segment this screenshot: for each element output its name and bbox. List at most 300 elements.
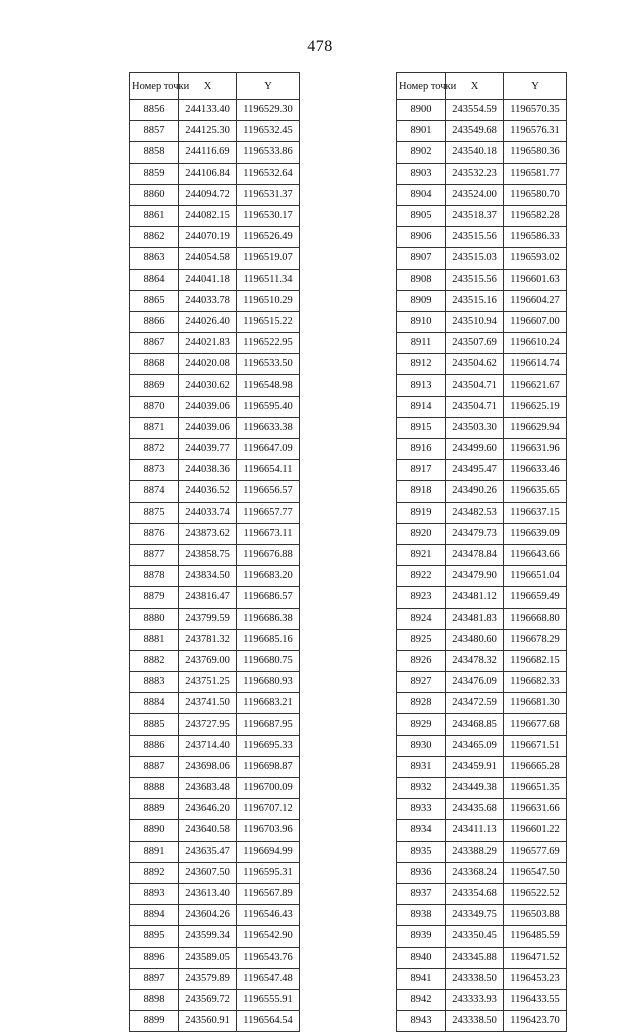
cell-x: 243338.50 — [446, 968, 504, 989]
cell-y: 1196682.15 — [504, 650, 567, 671]
cell-x: 243751.25 — [179, 672, 237, 693]
cell-x: 244082.15 — [179, 205, 237, 226]
cell-point-number: 8943 — [397, 1011, 446, 1032]
header-y: Y — [504, 73, 567, 100]
cell-point-number: 8918 — [397, 481, 446, 502]
cell-point-number: 8934 — [397, 820, 446, 841]
cell-y: 1196659.49 — [504, 587, 567, 608]
cell-x: 244106.84 — [179, 163, 237, 184]
table-row — [397, 968, 567, 989]
cell-x: 243604.26 — [179, 905, 237, 926]
cell-point-number: 8908 — [397, 269, 446, 290]
cell-point-number: 8890 — [130, 820, 179, 841]
table-row — [397, 778, 567, 799]
cell-x: 244133.40 — [179, 100, 237, 121]
table-row — [397, 311, 567, 332]
cell-x: 243480.60 — [446, 629, 504, 650]
cell-x: 243607.50 — [179, 862, 237, 883]
table-row — [397, 799, 567, 820]
cell-point-number: 8856 — [130, 100, 179, 121]
table-row — [130, 396, 300, 417]
cell-y: 1196694.99 — [237, 841, 300, 862]
cell-x: 243435.68 — [446, 799, 504, 820]
cell-x: 243579.89 — [179, 968, 237, 989]
cell-x: 243349.75 — [446, 905, 504, 926]
cell-y: 1196547.50 — [504, 862, 567, 883]
cell-point-number: 8922 — [397, 566, 446, 587]
cell-y: 1196485.59 — [504, 926, 567, 947]
cell-x: 243504.71 — [446, 375, 504, 396]
cell-y: 1196678.29 — [504, 629, 567, 650]
cell-y: 1196595.40 — [237, 396, 300, 417]
cell-y: 1196531.37 — [237, 184, 300, 205]
table-row — [397, 269, 567, 290]
cell-point-number: 8923 — [397, 587, 446, 608]
cell-x: 244021.83 — [179, 333, 237, 354]
table-row — [130, 227, 300, 248]
table-row — [397, 375, 567, 396]
table-row — [397, 587, 567, 608]
cell-point-number: 8925 — [397, 629, 446, 650]
cell-x: 243388.29 — [446, 841, 504, 862]
cell-y: 1196673.11 — [237, 523, 300, 544]
cell-point-number: 8873 — [130, 460, 179, 481]
table-row — [397, 227, 567, 248]
cell-y: 1196677.68 — [504, 714, 567, 735]
cell-y: 1196625.19 — [504, 396, 567, 417]
cell-x: 243479.90 — [446, 566, 504, 587]
cell-x: 243518.37 — [446, 205, 504, 226]
cell-y: 1196548.98 — [237, 375, 300, 396]
cell-point-number: 8940 — [397, 947, 446, 968]
cell-point-number: 8866 — [130, 311, 179, 332]
table-row — [130, 905, 300, 926]
cell-x: 243411.13 — [446, 820, 504, 841]
cell-y: 1196683.21 — [237, 693, 300, 714]
cell-point-number: 8871 — [130, 417, 179, 438]
table-row — [397, 1011, 567, 1032]
cell-y: 1196511.34 — [237, 269, 300, 290]
table-row — [130, 290, 300, 311]
table-row — [397, 947, 567, 968]
table-row — [130, 650, 300, 671]
cell-point-number: 8903 — [397, 163, 446, 184]
cell-point-number: 8920 — [397, 523, 446, 544]
cell-y: 1196686.57 — [237, 587, 300, 608]
table-row — [397, 396, 567, 417]
cell-point-number: 8867 — [130, 333, 179, 354]
cell-point-number: 8913 — [397, 375, 446, 396]
cell-point-number: 8921 — [397, 544, 446, 565]
cell-x: 243510.94 — [446, 311, 504, 332]
cell-x: 243515.03 — [446, 248, 504, 269]
cell-x: 244125.30 — [179, 121, 237, 142]
table-row — [130, 121, 300, 142]
cell-x: 243613.40 — [179, 883, 237, 904]
table-row — [130, 163, 300, 184]
cell-point-number: 8909 — [397, 290, 446, 311]
cell-y: 1196595.31 — [237, 862, 300, 883]
table-row — [397, 523, 567, 544]
table-row — [397, 883, 567, 904]
cell-point-number: 8864 — [130, 269, 179, 290]
table-row — [130, 820, 300, 841]
cell-y: 1196682.33 — [504, 672, 567, 693]
cell-y: 1196647.09 — [237, 439, 300, 460]
cell-y: 1196654.11 — [237, 460, 300, 481]
cell-point-number: 8858 — [130, 142, 179, 163]
cell-y: 1196621.67 — [504, 375, 567, 396]
cell-y: 1196515.22 — [237, 311, 300, 332]
cell-point-number: 8927 — [397, 672, 446, 693]
cell-y: 1196453.23 — [504, 968, 567, 989]
coordinates-table-right — [396, 72, 567, 1032]
table-row — [397, 693, 567, 714]
cell-x: 244039.77 — [179, 439, 237, 460]
table-row — [130, 1011, 300, 1032]
cell-point-number: 8877 — [130, 544, 179, 565]
cell-y: 1196676.88 — [237, 544, 300, 565]
cell-y: 1196635.65 — [504, 481, 567, 502]
cell-x: 243354.68 — [446, 883, 504, 904]
cell-point-number: 8869 — [130, 375, 179, 396]
cell-point-number: 8919 — [397, 502, 446, 523]
cell-y: 1196643.66 — [504, 544, 567, 565]
cell-x: 244054.58 — [179, 248, 237, 269]
table-row — [397, 629, 567, 650]
cell-x: 243683.48 — [179, 778, 237, 799]
cell-x: 244026.40 — [179, 311, 237, 332]
table-row — [130, 968, 300, 989]
cell-point-number: 8897 — [130, 968, 179, 989]
table-row — [130, 566, 300, 587]
table-row — [397, 544, 567, 565]
cell-point-number: 8937 — [397, 883, 446, 904]
cell-x: 243479.73 — [446, 523, 504, 544]
cell-y: 1196651.04 — [504, 566, 567, 587]
cell-x: 244039.06 — [179, 396, 237, 417]
cell-y: 1196567.89 — [237, 883, 300, 904]
cell-point-number: 8865 — [130, 290, 179, 311]
table-row — [130, 311, 300, 332]
cell-x: 243515.56 — [446, 227, 504, 248]
cell-x: 244033.78 — [179, 290, 237, 311]
table-row — [130, 248, 300, 269]
table-header-row — [130, 73, 300, 100]
cell-point-number: 8933 — [397, 799, 446, 820]
cell-y: 1196510.29 — [237, 290, 300, 311]
cell-y: 1196546.43 — [237, 905, 300, 926]
cell-y: 1196637.15 — [504, 502, 567, 523]
cell-x: 244030.62 — [179, 375, 237, 396]
cell-y: 1196576.31 — [504, 121, 567, 142]
cell-point-number: 8932 — [397, 778, 446, 799]
cell-y: 1196582.28 — [504, 205, 567, 226]
cell-y: 1196614.74 — [504, 354, 567, 375]
cell-y: 1196522.52 — [504, 883, 567, 904]
cell-x: 244116.69 — [179, 142, 237, 163]
table-header-row — [397, 73, 567, 100]
table-row — [397, 142, 567, 163]
cell-point-number: 8874 — [130, 481, 179, 502]
cell-x: 243781.32 — [179, 629, 237, 650]
cell-point-number: 8910 — [397, 311, 446, 332]
cell-y: 1196707.12 — [237, 799, 300, 820]
cell-point-number: 8887 — [130, 756, 179, 777]
cell-point-number: 8907 — [397, 248, 446, 269]
cell-x: 243507.69 — [446, 333, 504, 354]
cell-x: 243504.62 — [446, 354, 504, 375]
cell-point-number: 8876 — [130, 523, 179, 544]
table-row — [397, 460, 567, 481]
cell-y: 1196522.95 — [237, 333, 300, 354]
table-row — [397, 608, 567, 629]
cell-point-number: 8917 — [397, 460, 446, 481]
cell-y: 1196526.49 — [237, 227, 300, 248]
table-row — [130, 629, 300, 650]
cell-point-number: 8891 — [130, 841, 179, 862]
cell-y: 1196607.00 — [504, 311, 567, 332]
cell-y: 1196519.07 — [237, 248, 300, 269]
coordinates-table-left — [129, 72, 300, 1032]
cell-point-number: 8880 — [130, 608, 179, 629]
cell-y: 1196581.77 — [504, 163, 567, 184]
cell-y: 1196610.24 — [504, 333, 567, 354]
table-row — [130, 184, 300, 205]
cell-y: 1196542.90 — [237, 926, 300, 947]
cell-y: 1196564.54 — [237, 1011, 300, 1032]
cell-x: 244038.36 — [179, 460, 237, 481]
cell-x: 243727.95 — [179, 714, 237, 735]
cell-y: 1196433.55 — [504, 989, 567, 1010]
cell-y: 1196671.51 — [504, 735, 567, 756]
cell-x: 243478.84 — [446, 544, 504, 565]
table-row — [397, 333, 567, 354]
cell-x: 243345.88 — [446, 947, 504, 968]
cell-y: 1196651.35 — [504, 778, 567, 799]
cell-x: 243741.50 — [179, 693, 237, 714]
cell-x: 243799.59 — [179, 608, 237, 629]
cell-x: 243698.06 — [179, 756, 237, 777]
cell-x: 243459.91 — [446, 756, 504, 777]
table-row — [397, 290, 567, 311]
cell-point-number: 8924 — [397, 608, 446, 629]
cell-y: 1196533.50 — [237, 354, 300, 375]
cell-x: 243468.85 — [446, 714, 504, 735]
cell-y: 1196665.28 — [504, 756, 567, 777]
cell-y: 1196532.45 — [237, 121, 300, 142]
table-row — [130, 269, 300, 290]
cell-point-number: 8863 — [130, 248, 179, 269]
cell-x: 243524.00 — [446, 184, 504, 205]
cell-y: 1196577.69 — [504, 841, 567, 862]
cell-x: 243472.59 — [446, 693, 504, 714]
cell-point-number: 8885 — [130, 714, 179, 735]
cell-point-number: 8912 — [397, 354, 446, 375]
cell-y: 1196580.70 — [504, 184, 567, 205]
cell-y: 1196639.09 — [504, 523, 567, 544]
cell-point-number: 8905 — [397, 205, 446, 226]
table-row — [130, 693, 300, 714]
cell-x: 243635.47 — [179, 841, 237, 862]
cell-point-number: 8882 — [130, 650, 179, 671]
table-row — [130, 502, 300, 523]
cell-x: 244070.19 — [179, 227, 237, 248]
cell-point-number: 8895 — [130, 926, 179, 947]
cell-y: 1196580.36 — [504, 142, 567, 163]
table-row — [130, 714, 300, 735]
table-row — [397, 566, 567, 587]
header-x: X — [446, 73, 504, 100]
cell-x: 243589.05 — [179, 947, 237, 968]
cell-x: 243560.91 — [179, 1011, 237, 1032]
table-row — [130, 756, 300, 777]
cell-point-number: 8931 — [397, 756, 446, 777]
table-row — [397, 163, 567, 184]
cell-point-number: 8915 — [397, 417, 446, 438]
header-point-number: Номер точки — [397, 73, 446, 100]
table-row — [397, 205, 567, 226]
table-row — [397, 100, 567, 121]
cell-point-number: 8888 — [130, 778, 179, 799]
cell-y: 1196533.86 — [237, 142, 300, 163]
cell-point-number: 8942 — [397, 989, 446, 1010]
table-row — [130, 883, 300, 904]
cell-x: 243490.26 — [446, 481, 504, 502]
table-row — [130, 862, 300, 883]
table-row — [130, 926, 300, 947]
cell-y: 1196555.91 — [237, 989, 300, 1010]
table-row — [397, 905, 567, 926]
cell-y: 1196547.48 — [237, 968, 300, 989]
cell-y: 1196687.95 — [237, 714, 300, 735]
cell-x: 243532.23 — [446, 163, 504, 184]
cell-x: 243504.71 — [446, 396, 504, 417]
cell-y: 1196686.38 — [237, 608, 300, 629]
table-row — [397, 248, 567, 269]
cell-point-number: 8875 — [130, 502, 179, 523]
table-row — [130, 375, 300, 396]
table-row — [397, 841, 567, 862]
table-row — [397, 756, 567, 777]
cell-point-number: 8898 — [130, 989, 179, 1010]
cell-point-number: 8916 — [397, 439, 446, 460]
cell-x: 243816.47 — [179, 587, 237, 608]
page-number: 478 — [307, 38, 333, 55]
cell-x: 243873.62 — [179, 523, 237, 544]
cell-y: 1196695.33 — [237, 735, 300, 756]
table-row — [397, 820, 567, 841]
cell-point-number: 8862 — [130, 227, 179, 248]
table-row — [397, 184, 567, 205]
cell-y: 1196423.70 — [504, 1011, 567, 1032]
table-row — [130, 333, 300, 354]
cell-y: 1196683.20 — [237, 566, 300, 587]
cell-point-number: 8894 — [130, 905, 179, 926]
cell-y: 1196586.33 — [504, 227, 567, 248]
cell-y: 1196668.80 — [504, 608, 567, 629]
cell-y: 1196601.22 — [504, 820, 567, 841]
cell-x: 244036.52 — [179, 481, 237, 502]
cell-y: 1196604.27 — [504, 290, 567, 311]
cell-x: 243515.16 — [446, 290, 504, 311]
table-row — [397, 672, 567, 693]
cell-point-number: 8878 — [130, 566, 179, 587]
table-row — [130, 460, 300, 481]
cell-x: 243554.59 — [446, 100, 504, 121]
cell-point-number: 8899 — [130, 1011, 179, 1032]
cell-y: 1196633.46 — [504, 460, 567, 481]
cell-y: 1196543.76 — [237, 947, 300, 968]
cell-point-number: 8911 — [397, 333, 446, 354]
cell-x: 243549.68 — [446, 121, 504, 142]
header-y: Y — [237, 73, 300, 100]
cell-point-number: 8872 — [130, 439, 179, 460]
cell-y: 1196631.96 — [504, 439, 567, 460]
table-row — [397, 714, 567, 735]
cell-y: 1196657.77 — [237, 502, 300, 523]
cell-point-number: 8929 — [397, 714, 446, 735]
cell-point-number: 8901 — [397, 121, 446, 142]
cell-x: 243449.38 — [446, 778, 504, 799]
cell-x: 243499.60 — [446, 439, 504, 460]
cell-y: 1196532.64 — [237, 163, 300, 184]
cell-x: 243714.40 — [179, 735, 237, 756]
table-row — [130, 205, 300, 226]
cell-y: 1196680.93 — [237, 672, 300, 693]
cell-point-number: 8861 — [130, 205, 179, 226]
cell-point-number: 8906 — [397, 227, 446, 248]
table-row — [397, 121, 567, 142]
table-row — [130, 778, 300, 799]
cell-point-number: 8889 — [130, 799, 179, 820]
cell-x: 243481.12 — [446, 587, 504, 608]
cell-point-number: 8939 — [397, 926, 446, 947]
cell-x: 243478.32 — [446, 650, 504, 671]
cell-x: 243769.00 — [179, 650, 237, 671]
cell-point-number: 8904 — [397, 184, 446, 205]
cell-x: 243834.50 — [179, 566, 237, 587]
header-point-number: Номер точки — [130, 73, 179, 100]
cell-y: 1196471.52 — [504, 947, 567, 968]
table-row — [130, 481, 300, 502]
table-row — [130, 100, 300, 121]
cell-point-number: 8857 — [130, 121, 179, 142]
cell-y: 1196656.57 — [237, 481, 300, 502]
table-row — [397, 439, 567, 460]
cell-point-number: 8893 — [130, 883, 179, 904]
cell-y: 1196503.88 — [504, 905, 567, 926]
table-row — [397, 989, 567, 1010]
cell-x: 244039.06 — [179, 417, 237, 438]
table-row — [130, 142, 300, 163]
cell-y: 1196703.96 — [237, 820, 300, 841]
table-row — [397, 650, 567, 671]
header-x: X — [179, 73, 237, 100]
cell-point-number: 8881 — [130, 629, 179, 650]
cell-y: 1196570.35 — [504, 100, 567, 121]
table-row — [397, 417, 567, 438]
cell-point-number: 8868 — [130, 354, 179, 375]
table-row — [130, 608, 300, 629]
cell-point-number: 8870 — [130, 396, 179, 417]
cell-x: 243482.53 — [446, 502, 504, 523]
cell-y: 1196629.94 — [504, 417, 567, 438]
table-row — [130, 947, 300, 968]
table-row — [130, 989, 300, 1010]
table-row — [397, 481, 567, 502]
cell-x: 243338.50 — [446, 1011, 504, 1032]
